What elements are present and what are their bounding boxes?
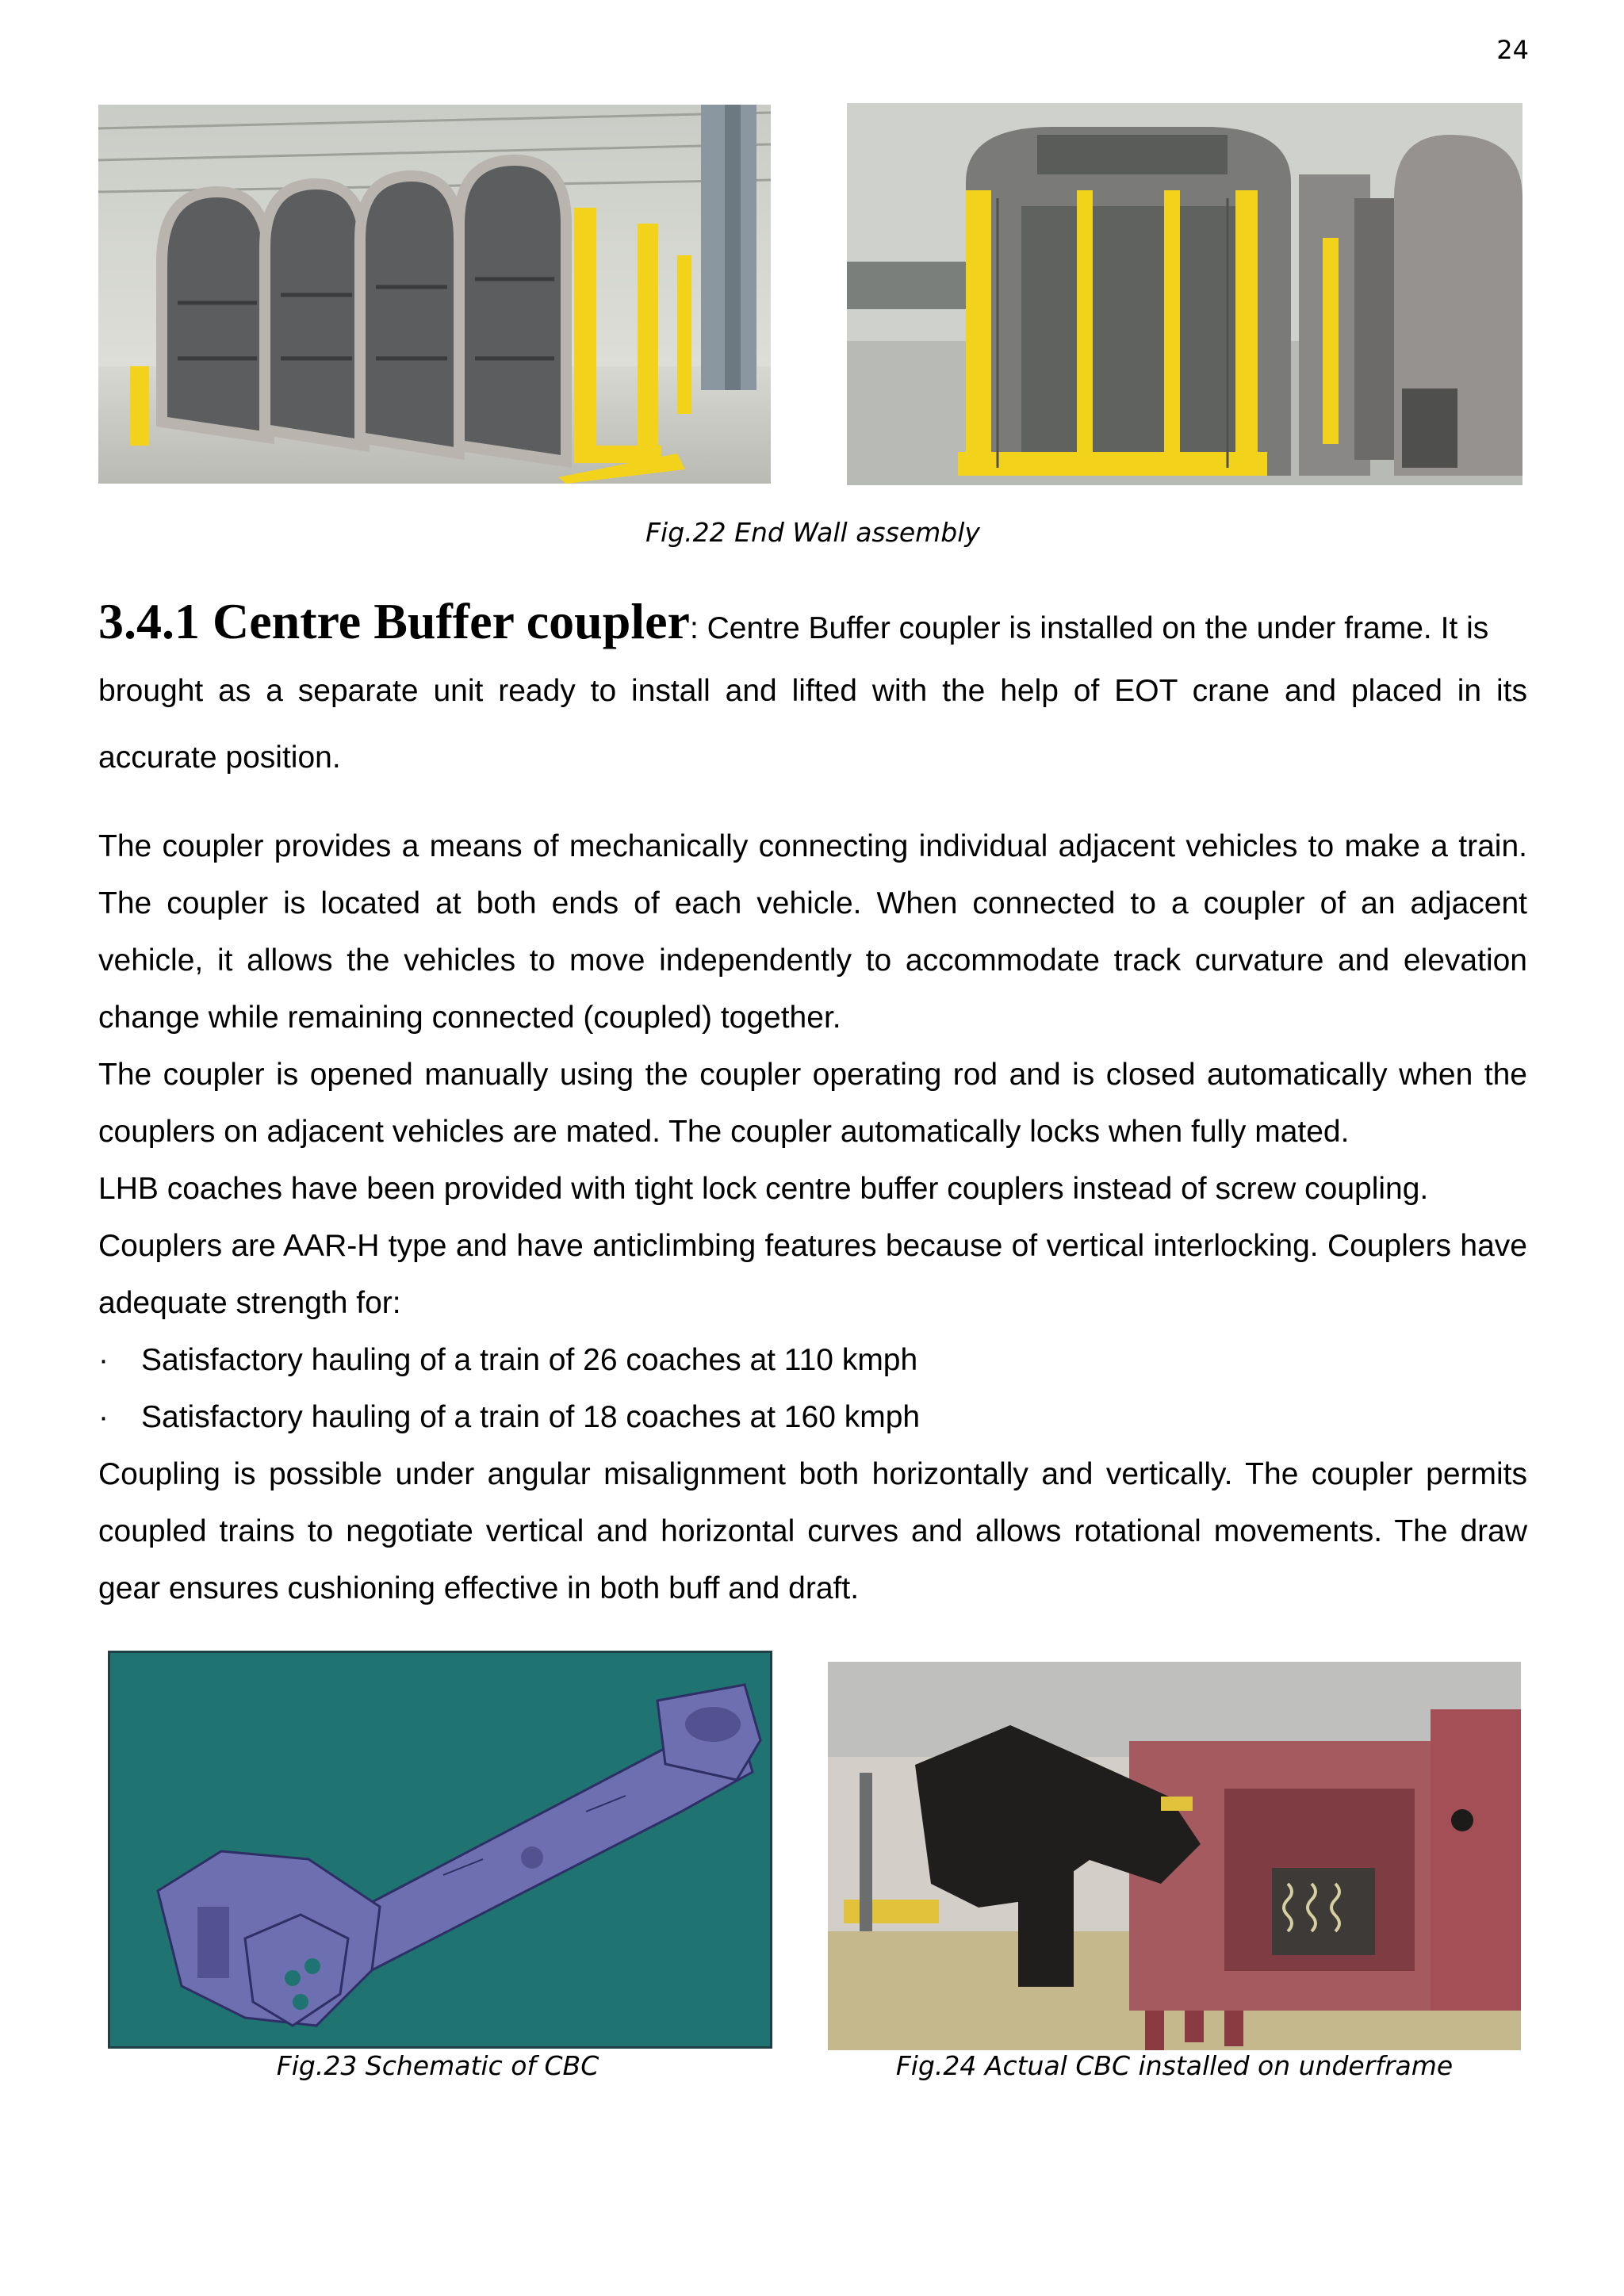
body-paragraphs (98, 818, 1527, 1332)
bullet-item (98, 1332, 917, 1389)
paragraph-4: Couplers are AAR-H type and have anticlimbing features because of vertical interlocking. Couplers have adequate strength for: (98, 1229, 1527, 1320)
paragraph-3: LHB coaches have been provided with tight lock centre buffer couplers instead of screw coupling. (98, 1172, 1429, 1206)
end-wall-photo-left (98, 105, 771, 484)
bullet-text: Satisfactory hauling of a train of 18 coaches at 160 kmph (141, 1400, 921, 1434)
figure-caption-fig24: Fig.24 Actual CBC installed on underframe (895, 2050, 1454, 2081)
end-wall-photo-left-image (98, 105, 771, 484)
end-wall-photo-right-image (847, 103, 1522, 485)
cbc-installed-photo (828, 1662, 1521, 2050)
paragraph-2: The coupler is opened manually using the coupler operating rod and is closed automatically when the couplers on adjacent vehicles are mated. The coupler automatically locks when fully mated. (98, 1058, 1527, 1149)
section-heading: 3.4.1 Centre Buffer coupler (98, 593, 690, 649)
page-number: 24 (1496, 35, 1529, 65)
cbc-schematic-drawing (110, 1653, 770, 2046)
figure-caption-fig22: Fig.22 End Wall assembly (645, 517, 980, 548)
bullet-marker: · (98, 1400, 109, 1434)
bullet-marker: · (98, 1343, 109, 1377)
paragraph-1: The coupler provides a means of mechanically connecting individual adjacent vehicles to make a train. The coupler is located at both ends of each vehicle. When connected to a coupler of an adjacent vehicle, it allows the vehicles to move independently to accommodate track curvature and elevation change while remaining connected (coupled) together. (98, 829, 1527, 1035)
bullet-item (98, 1389, 920, 1446)
paragraph-5: Coupling is possible under angular misalignment both horizontally and vertically. The coupler permits coupled trains to negotiate vertical and horizontal curves and allows rotational movements. The draw gear ensures cushioning effective in both buff and draft. (98, 1457, 1527, 1605)
section-intro-first: : Centre Buffer coupler is installed on the under frame. It is (689, 611, 1489, 645)
end-wall-photo-right (847, 103, 1522, 485)
cbc-schematic-image (108, 1651, 772, 2049)
cbc-installed-photo-image (828, 1662, 1521, 2050)
section-intro-rest: brought as a separate unit ready to install and lifted with the help of EOT crane and placed in its accurate position. (98, 674, 1527, 775)
section-intro (98, 584, 1527, 667)
figure-caption-fig23: Fig.23 Schematic of CBC (276, 2050, 599, 2081)
bullet-text: Satisfactory hauling of a train of 26 coaches at 110 kmph (141, 1343, 918, 1377)
